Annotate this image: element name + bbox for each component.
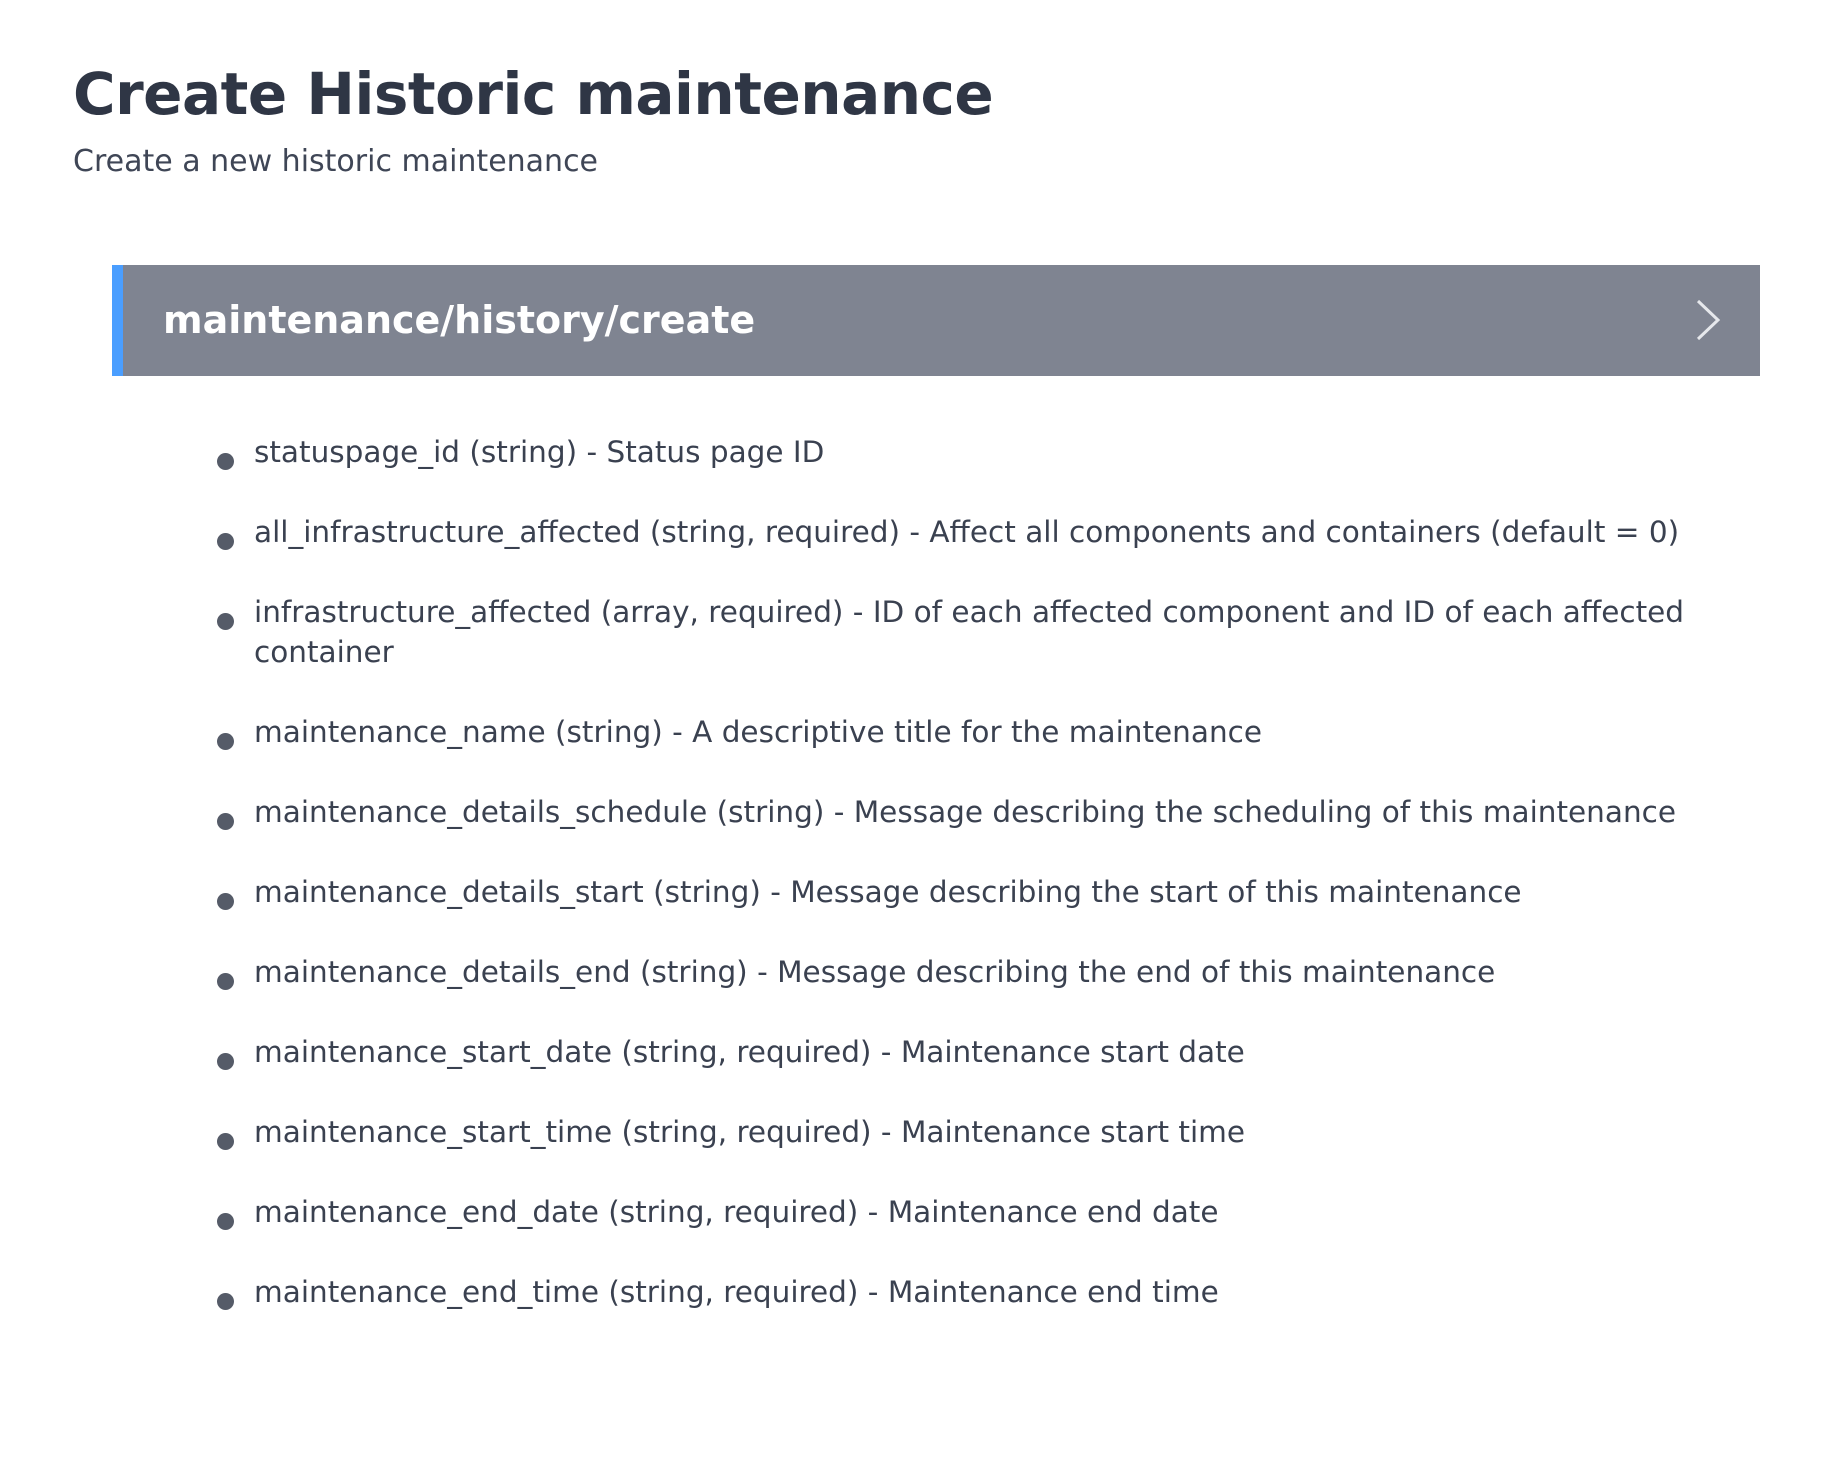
bullet-icon xyxy=(217,813,234,830)
list-item xyxy=(215,872,1715,912)
param-text: maintenance_start_date (string, required) - Maintenance start date xyxy=(254,1035,1245,1069)
bullet-icon xyxy=(217,893,234,910)
bullet-icon xyxy=(217,1053,234,1070)
bullet-icon xyxy=(217,453,234,470)
page-title: Create Historic maintenance xyxy=(73,60,994,128)
bullet-icon xyxy=(217,1133,234,1150)
list-item xyxy=(215,1192,1715,1232)
list-item xyxy=(215,512,1715,552)
bullet-icon xyxy=(217,1213,234,1230)
chevron-right-icon xyxy=(1694,298,1722,342)
list-item xyxy=(215,1112,1715,1152)
bullet-icon xyxy=(217,733,234,750)
list-item xyxy=(215,592,1715,672)
bullet-icon xyxy=(217,1293,234,1310)
bullet-icon xyxy=(217,613,234,630)
list-item xyxy=(215,1032,1715,1072)
endpoint-toggle[interactable] xyxy=(112,265,1760,376)
param-text: maintenance_end_time (string, required) - Maintenance end time xyxy=(254,1275,1219,1309)
param-text: statuspage_id (string) - Status page ID xyxy=(254,435,825,469)
list-item xyxy=(215,952,1715,992)
endpoint-path: maintenance/history/create xyxy=(163,298,756,342)
parameter-list xyxy=(215,432,1715,1352)
bullet-icon xyxy=(217,533,234,550)
param-text: all_infrastructure_affected (string, required) - Affect all components and containers (default = 0) xyxy=(254,515,1680,549)
list-item xyxy=(215,792,1715,832)
param-text: maintenance_start_time (string, required) - Maintenance start time xyxy=(254,1115,1246,1149)
list-item xyxy=(215,1272,1715,1312)
param-text: maintenance_details_start (string) - Message describing the start of this maintenance xyxy=(254,875,1522,909)
list-item xyxy=(215,712,1715,752)
page-subtitle: Create a new historic maintenance xyxy=(73,144,599,179)
param-text: maintenance_details_end (string) - Message describing the end of this maintenance xyxy=(254,955,1496,989)
param-text: maintenance_details_schedule (string) - Message describing the scheduling of this maintenance xyxy=(254,795,1677,829)
bullet-icon xyxy=(217,973,234,990)
param-text: maintenance_end_date (string, required) - Maintenance end date xyxy=(254,1195,1219,1229)
param-text: infrastructure_affected (array, required) - ID of each affected component and ID of each affected container xyxy=(254,595,1685,669)
param-text: maintenance_name (string) - A descriptive title for the maintenance xyxy=(254,715,1263,749)
list-item xyxy=(215,432,1715,472)
